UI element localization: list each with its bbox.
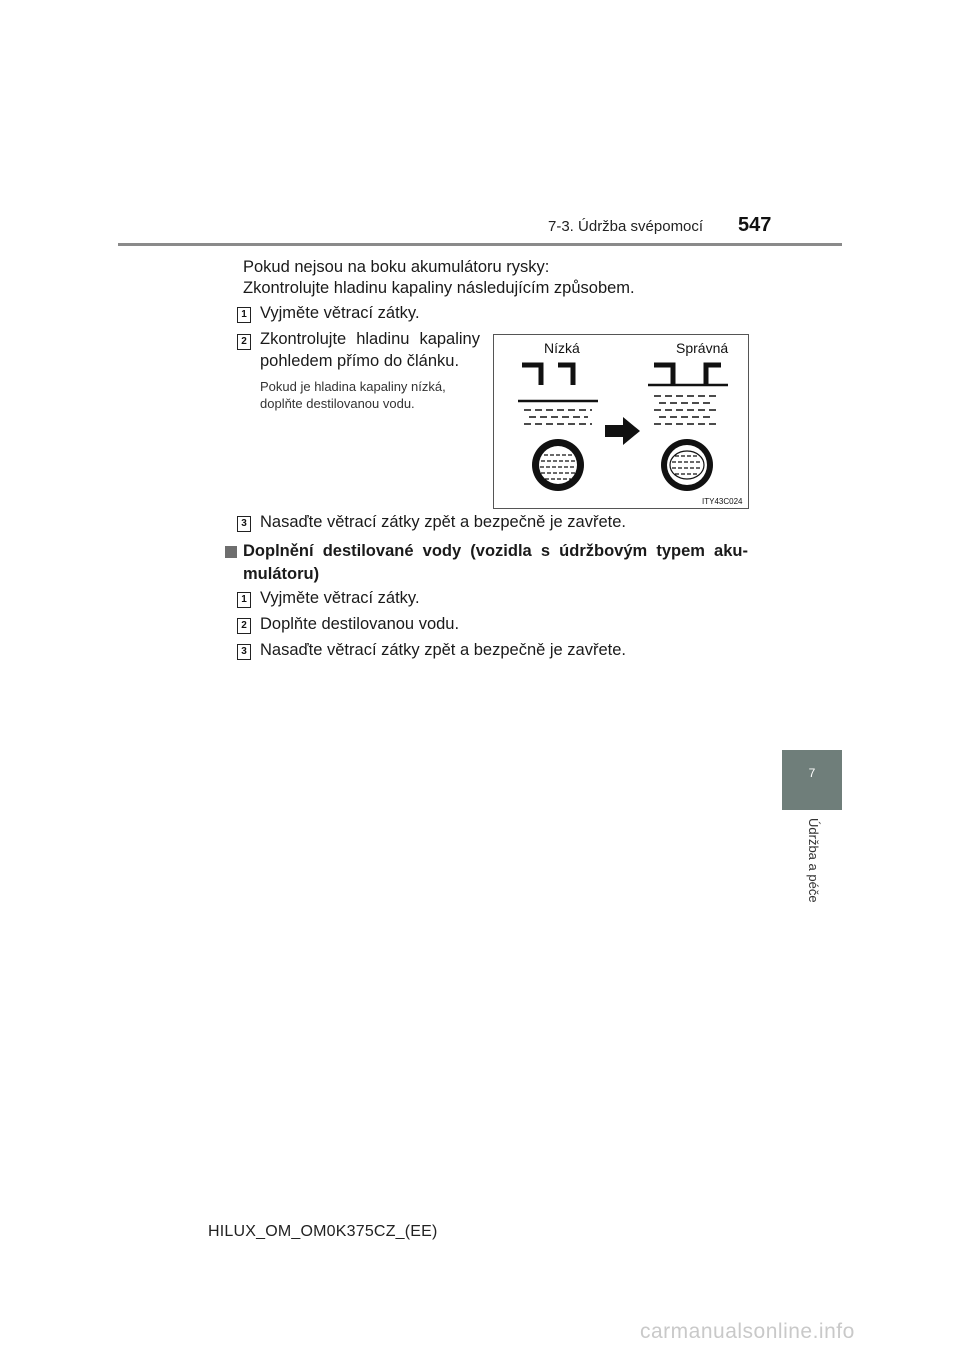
intro-line-2: Zkontrolujte hladinu kapaliny následujícím způsobem. [243,279,635,297]
step-note: doplňte destilovanou vodu. [260,396,415,411]
step-text: Vyjměte větrací zátky. [260,589,420,607]
step-note: Pokud je hladina kapaliny nízká, [260,379,446,394]
chapter-label: Údržba a péče [806,818,821,903]
watermark: carmanualsonline.info [640,1320,855,1343]
step-text: Doplňte destilovanou vodu. [260,615,460,633]
step-number-badge: 3 [237,516,251,532]
step-number-badge: 1 [237,307,251,323]
label-correct: Správná [676,340,729,356]
correct-level-cell-icon [648,365,728,424]
step-text: Nasaďte větrací zátky zpět a bezpečně je zavřete. [260,641,626,659]
label-low: Nízká [544,340,580,356]
step-text: Nasaďte větrací zátky zpět a bezpečně je zavřete. [260,513,626,531]
step-number-badge: 1 [237,592,251,608]
step-text: Zkontrolujte hladinu kapaliny [260,330,480,348]
section-heading: Doplnění destilované vody (vozidla s údržbovým typem aku- [243,542,748,560]
section-title: 7-3. Údržba svépomocí [548,218,704,235]
low-level-cell-icon [518,365,598,424]
step-number-badge: 3 [237,644,251,660]
figure-code: ITY43C024 [702,497,743,506]
fluid-level-illustration [493,334,749,509]
correct-level-top-view-icon [661,439,713,491]
intro-line-1: Pokud nejsou na boku akumulátoru rysky: [243,258,550,276]
page-number: 547 [738,214,772,236]
step-number-badge: 2 [237,618,251,634]
section-bullet [225,546,237,558]
step-text: Vyjměte větrací zátky. [260,304,420,322]
arrow-right-icon [605,417,640,445]
document-code: HILUX_OM_OM0K375CZ_(EE) [208,1223,438,1240]
header-divider [118,243,842,246]
step-text: pohledem přímo do článku. [260,352,460,370]
chapter-number: 7 [808,766,816,780]
section-heading: mulátoru) [243,565,320,583]
chapter-tab [782,750,842,810]
low-level-top-view-icon [532,439,584,491]
step-number-badge: 2 [237,334,251,350]
